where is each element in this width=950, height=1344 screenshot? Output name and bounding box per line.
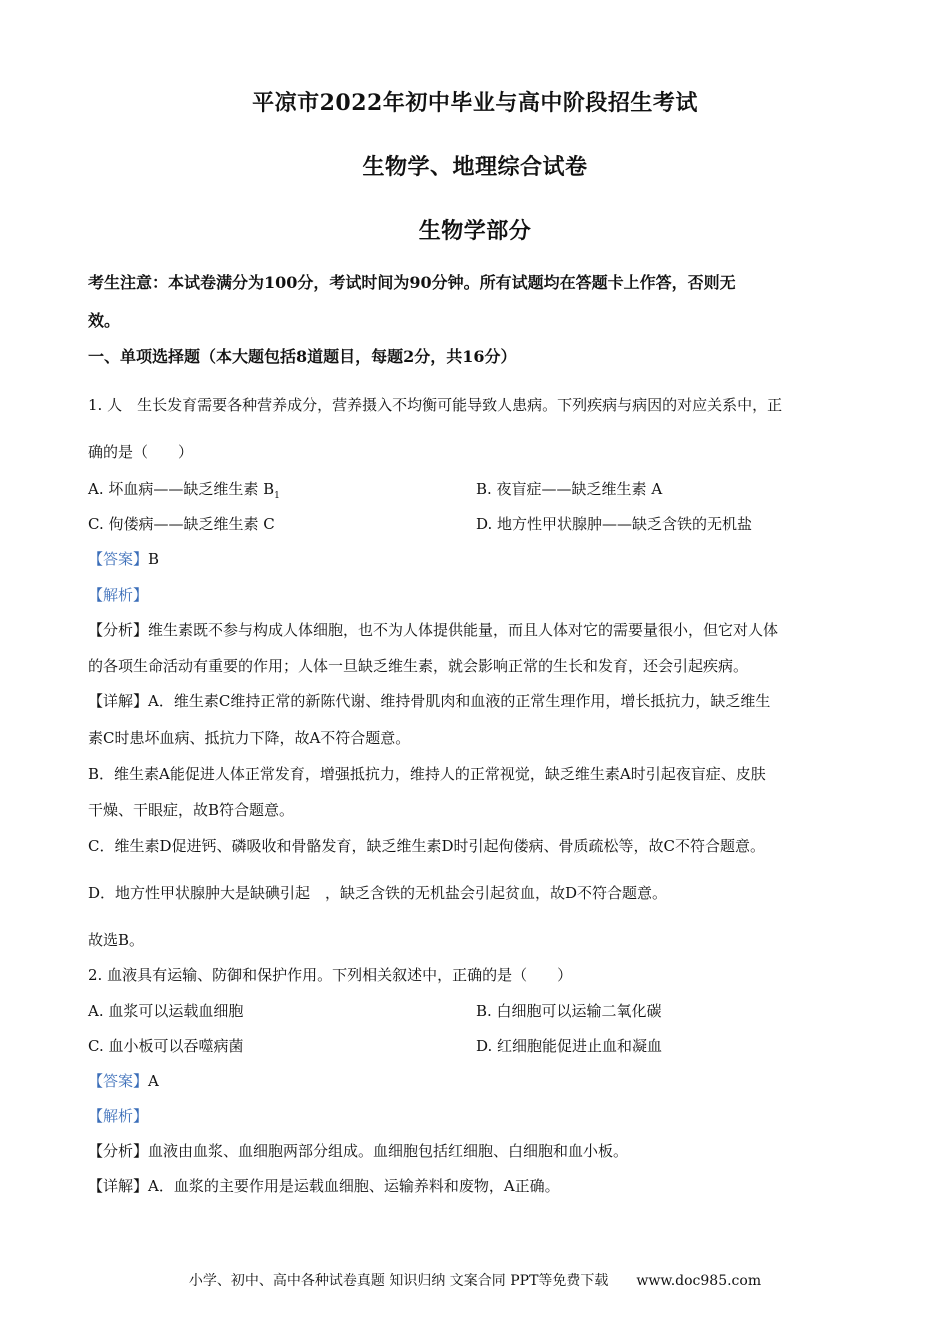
q1-option-b: B. 夜盲症——缺乏维生素 A — [476, 480, 663, 498]
q1-option-c: C. 佝偻病——缺乏维生素 C — [88, 515, 275, 533]
q2-fenxi-text: 血液由血浆、血细胞两部分组成。血细胞包括红细胞、白细胞和血小板。 — [148, 1142, 629, 1160]
q1-fenxi-tag: 【分析】 — [88, 621, 149, 639]
q2-option-d: D. 红细胞能促进止血和凝血 — [476, 1037, 663, 1055]
q2-fenxi-tag: 【分析】 — [88, 1142, 149, 1160]
notice-line-1: 考生注意：本试卷满分为100分，考试时间为90分钟。所有试题均在答题卡上作答，否则无 — [88, 273, 736, 292]
q1-detail-b-line-1: B．维生素A能促进人体正常发育，增强抵抗力，维持人的正常视觉，缺乏维生素A时引起夜盲症、皮肤 — [88, 765, 766, 783]
q1-conclusion: 故选B。 — [88, 931, 145, 949]
exam-title: 平凉市2022年初中毕业与高中阶段招生考试 — [252, 90, 698, 116]
q2-detail-a-text: A．血浆的主要作用是运载血细胞、运输养料和废物，A正确。 — [148, 1177, 560, 1195]
q2-option-a: A. 血浆可以运载血细胞 — [88, 1002, 244, 1020]
q1-detail-b-line-2: 干燥、干眼症，故B符合题意。 — [88, 801, 295, 819]
q1-detail-d: D．地方性甲状腺肿大是缺碘引起 ，缺乏含铁的无机盐会引起贫血，故D不符合题意。 — [88, 884, 668, 902]
q2-stem: 2. 血液具有运输、防御和保护作用。下列相关叙述中，正确的是（ ） — [88, 966, 573, 984]
q2-option-b: B. 白细胞可以运输二氧化碳 — [476, 1002, 662, 1020]
q1-detail-a-text-1: A．维生素C维持正常的新陈代谢、维持骨肌肉和血液的正常生理作用，增长抵抗力，缺乏维生 — [148, 692, 771, 710]
q2-answer — [88, 1070, 863, 1091]
q2-option-c: C. 血小板可以吞噬病菌 — [88, 1037, 244, 1055]
q1-detail-a-line-1 — [88, 690, 863, 711]
q1-answer — [88, 548, 863, 569]
q1-option-d: D. 地方性甲状腺肿——缺乏含铁的无机盐 — [476, 515, 753, 533]
q1-fenxi-line-2: 的各项生命活动有重要的作用；人体一旦缺乏维生素，就会影响正常的生长和发育，还会引起疾病。 — [88, 657, 749, 675]
q2-answer-value: A — [148, 1072, 159, 1090]
section-part-title: 生物学部分 — [418, 218, 532, 244]
q1-stem-line-1: 1. 人 生长发育需要各种营养成分，营养摄入不均衡可能导致人患病。下列疾病与病因的对应关系中，正 — [88, 396, 783, 414]
q2-answer-tag: 【答案】 — [88, 1072, 149, 1090]
page-footer: 小学、初中、高中各种试卷真题 知识归纳 文案合同 PPT等免费下载 www.doc985.com — [188, 1273, 762, 1289]
paper-title: 生物学、地理综合试卷 — [362, 154, 588, 180]
q1-option-a-text: A. 坏血病——缺乏维生素 B — [88, 480, 275, 498]
q2-fenxi — [88, 1140, 863, 1161]
section-heading: 一、单项选择题（本大题包括8道题目，每题2分，共16分） — [88, 347, 517, 366]
q2-detail-tag: 【详解】 — [88, 1177, 149, 1195]
q2-detail-a — [88, 1175, 863, 1196]
q1-fenxi-text-1: 维生素既不参与构成人体细胞，也不为人体提供能量，而且人体对它的需要量很小，但它对人体 — [148, 621, 779, 639]
q1-answer-tag: 【答案】 — [88, 550, 149, 568]
q1-option-a — [88, 478, 468, 501]
q1-stem-line-2: 确的是（ ） — [88, 443, 194, 461]
notice-line-2: 效。 — [88, 311, 121, 330]
q1-fenxi-line-1 — [88, 619, 863, 640]
q1-detail-a-line-2: 素C时患坏血病、抵抗力下降，故A不符合题意。 — [88, 729, 411, 747]
q1-detail-c: C．维生素D促进钙、磷吸收和骨骼发育，缺乏维生素D时引起佝偻病、骨质疏松等，故C不符合题意。 — [88, 837, 766, 855]
q2-analysis-tag: 【解析】 — [88, 1107, 149, 1125]
q1-answer-value: B — [148, 550, 160, 568]
q1-option-a-subscript: 1 — [274, 491, 280, 501]
q1-detail-tag: 【详解】 — [88, 692, 149, 710]
q1-analysis-tag: 【解析】 — [88, 586, 149, 604]
